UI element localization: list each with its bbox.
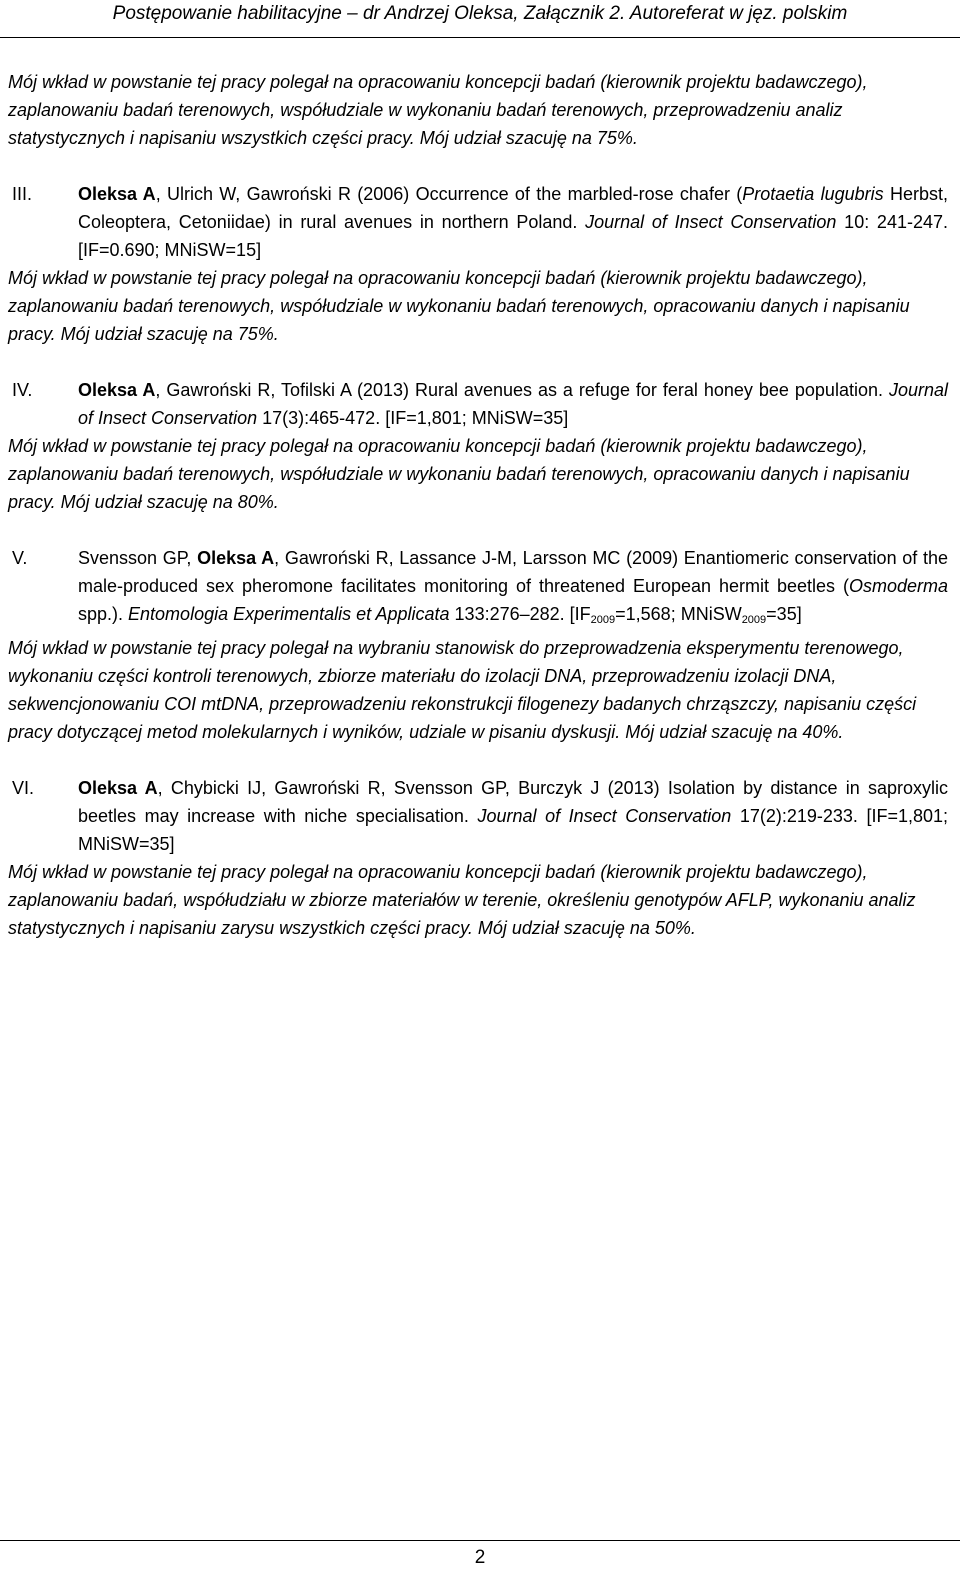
author-highlight: Oleksa A (197, 548, 275, 568)
title-rest: spp.). (78, 604, 129, 624)
journal-name: Journal of Insect Conservation (78, 380, 948, 428)
contribution-iv: Mój wkład w powstanie tej pracy polegał na opracowaniu koncepcji badań (kierownik projektu badawczego), zaplanowaniu badań terenowych, współudziale w wykonaniu badań terenowych, opracowaniu danych i napisaniu pracy. Mój udział szacuję na 80%. (8, 436, 910, 512)
contribution-vi: Mój wkład w powstanie tej pracy polegał na opracowaniu koncepcji badań (kierownik projektu badawczego), zaplanowaniu badań, współudziału w zbiorze materiałów w terenie, określeniu genotypów AFLP, wykonaniu analiz statystycznych i napisaniu zarysu wszystkich części pracy. Mój udział szacuję na 50%. (8, 862, 916, 938)
contribution-v: Mój wkład w powstanie tej pracy polegał na wybraniu stanowisk do przeprowadzenia eksperymentu terenowego, wykonaniu części kontroli terenowych, zbiorze materiału do izolacji DNA, przeprowadzeniu izolacji DNA, sekwencjonowaniu COI mtDNA, przeprowadzeniu rekonstrukcji filogenezy badanych chrząszczy, napisaniu części pracy dotyczącej metod molekularnych i wyników, udziale w pisaniu dyskusji. Mój udział szacuję na 40%. (8, 638, 917, 742)
authors-rest: , Ulrich W, Gawroński R (2006) Occurrence of the marbled-rose chafer ( (155, 184, 743, 204)
publication-entry-vi (8, 774, 948, 858)
citation (78, 774, 948, 858)
entry-number: V. (12, 548, 28, 568)
pages-end: =35] (766, 604, 802, 624)
running-title: Postępowanie habilitacyjne – dr Andrzej Oleksa, Załącznik 2. Autoreferat w jęz. polskim (112, 3, 848, 24)
publication-entry-iv (8, 376, 948, 432)
year-subscript: 2009 (741, 614, 767, 626)
document-body (8, 68, 948, 942)
intro-contribution: Mój wkład w powstanie tej pracy polegał na opracowaniu koncepcji badań (kierownik projektu badawczego), zaplanowaniu badań terenowych, współudziale w wykonaniu badań terenowych, przeprowadzeniu analiz statystycznych i napisaniu wszystkich części pracy. Mój udział szacuję na 75%. (8, 72, 868, 148)
journal-name: Journal of Insect Conservation (585, 212, 837, 232)
journal-name: Entomologia Experimentalis et Applicata (128, 604, 450, 624)
pages-metrics: 17(3):465-472. [IF=1,801; MNiSW=35] (257, 408, 569, 428)
publication-entry-iii (8, 180, 948, 264)
pages-mid: =1,568; MNiSW (615, 604, 742, 624)
author-highlight: Oleksa A (78, 380, 156, 400)
authors-rest: , Gawroński R, Lassance J-M, Larsson MC (2009) Enantiomeric conservation of the male-produced sex pheromone facilitates monitoring of threatened European hermit beetles ( (78, 548, 948, 596)
journal-name: Journal of Insect Conservation (477, 806, 732, 826)
year-subscript: 2009 (590, 614, 616, 626)
authors-rest: , Chybicki IJ, Gawroński R, Svensson GP, Burczyk J (2013) Isolation by distance in saproxylic beetles may increase with niche specialisation. (78, 778, 948, 826)
page-footer (0, 1540, 960, 1580)
citation (78, 180, 948, 264)
entry-number: III. (12, 184, 33, 204)
citation (78, 544, 948, 634)
authors-pre: Svensson GP, (78, 548, 198, 568)
authors-rest: , Gawroński R, Tofilski A (2013) Rural avenues as a refuge for feral honey bee population. (155, 380, 889, 400)
pages-metrics: 10: 241-247. [IF=0.690; MNiSW=15] (78, 212, 948, 260)
species-name: Osmoderma (848, 576, 948, 596)
author-highlight: Oleksa A (78, 184, 156, 204)
page-number: 2 (474, 1547, 486, 1568)
species-name: Protaetia lugubris (742, 184, 884, 204)
contribution-iii: Mój wkład w powstanie tej pracy polegał na opracowaniu koncepcji badań (kierownik projektu badawczego), zaplanowaniu badań terenowych, współudziale w wykonaniu badań terenowych, opracowaniu danych i napisaniu pracy. Mój udział szacuję na 75%. (8, 268, 910, 344)
entry-number: IV. (12, 380, 33, 400)
title-rest: Herbst, Coleoptera, Cetoniidae) in rural avenues in northern Poland. (78, 184, 948, 232)
running-header (0, 0, 960, 38)
publication-entry-v (8, 544, 948, 634)
pages-pre: 133:276–282. [IF (449, 604, 591, 624)
pages-metrics: 17(2):219-233. [IF=1,801; MNiSW=35] (78, 806, 948, 854)
citation (78, 376, 948, 432)
author-highlight: Oleksa A (78, 778, 158, 798)
entry-number: VI. (12, 778, 35, 798)
